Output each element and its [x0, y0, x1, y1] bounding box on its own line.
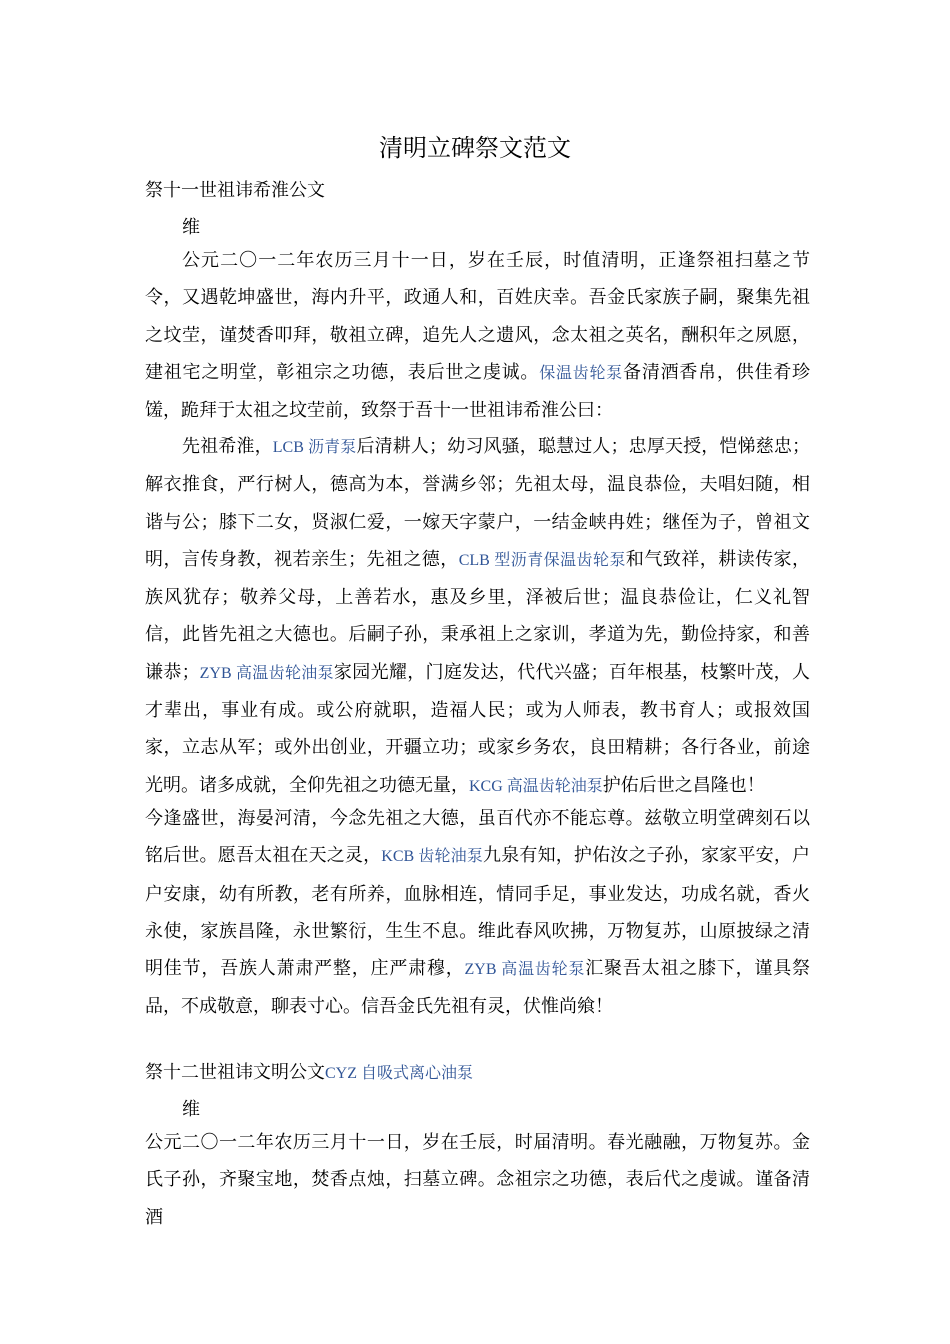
section1-wei: 维 [182, 217, 200, 238]
paragraph-text: 家园光耀，门庭发达，代代兴盛；百年根基，枝繁叶茂，人才辈出，事业有成。或公府就职，造福人民；或为人师表，教书育人；或报效国家，立志从军；或外出创业，开疆立功；或家乡务农，良田精耕；各行各业，前途光明。诸多成就，全仰先祖之功德无量， [145, 661, 810, 796]
paragraph-text: 今逢盛世，海晏河清，今念先祖之大德，虽百代亦不能忘尊。兹敬立明堂碑刻石以铭后世。愿吾太祖在天之灵， [145, 808, 810, 867]
section1-paragraph-1 [145, 242, 810, 429]
section1-paragraph-2 [145, 428, 810, 805]
paragraph-text: 汇聚吾太祖之膝下，谨具祭品，不成敬意，聊表寸心。信吾金氏先祖有灵，伏惟尚飨！ [145, 958, 810, 1018]
section2-heading [145, 1054, 810, 1092]
paragraph-text: 先祖希淮， [182, 436, 273, 457]
section2-paragraph-1: 公元二〇一二年农历三月十一日，岁在壬辰，时届清明。春光融融，万物复苏。金氏子孙，齐聚宝地，焚香点烛，扫墓立碑。念祖宗之功德，表后代之虔诚。谨备清酒 [145, 1132, 810, 1228]
product-link-baowen[interactable]: 保温齿轮泵 [539, 364, 624, 382]
paragraph-text: 备清酒香帛，供佳肴珍馐，跪拜于太祖之坟茔前，致祭于吾十一世祖讳希淮公曰： [145, 361, 811, 422]
paragraph-text: 后清耕人；幼习风骚，聪慧过人；忠厚天授，恺悌慈忠；解衣推食，严行树人，德高为本，誉满乡邻；先祖太母，温良恭俭，夫唱妇随，相谐与公；膝下二女，贤淑仁爱，一嫁天字蒙户，一结金峡冉姓；继侄为子，曾祖文明，言传身教，视若亲生；先祖之德， [145, 436, 811, 570]
section1-heading: 祭十一世祖讳希淮公文 [145, 180, 325, 201]
product-link-zyb-gear[interactable]: ZYB 高温齿轮泵 [464, 961, 586, 979]
product-link-lcb[interactable]: LCB 沥青泵 [272, 439, 357, 456]
product-link-clb[interactable]: CLB 型沥青保温齿轮泵 [458, 551, 626, 569]
product-link-kcg[interactable]: KCG 高温齿轮油泵 [469, 777, 603, 795]
section2-wei: 维 [182, 1099, 200, 1120]
document-title: 清明立碑祭文范文 [379, 134, 571, 162]
product-link-cyz[interactable]: CYZ 自吸式离心油泵 [325, 1065, 474, 1082]
paragraph-text: 护佑后世之昌隆也！ [602, 774, 765, 796]
section2-heading-text: 祭十二世祖讳文明公文 [145, 1062, 325, 1083]
product-link-kcb[interactable]: KCB 齿轮油泵 [381, 848, 484, 866]
product-link-zyb-oil[interactable]: ZYB 高温齿轮油泵 [199, 664, 334, 682]
paragraph-text: 和气致祥，耕读传家，族风犹存；敬养父母，上善若水，惠及乡里，泽被后世；温良恭俭让，仁义礼智信，此皆先祖之大德也。后嗣子孙，秉承祖上之家训，孝道为先，勤俭持家，和善谦恭； [145, 548, 811, 683]
paragraph-text: 公元二〇一二年农历三月十一日，岁在壬辰，时值清明，正逢祭祖扫墓之节令，又遇乾坤盛世，海内升平，政通人和，百姓庆幸。吾金氏家族子嗣，聚集先祖之坟茔，谨焚香叩拜，敬祖立碑，追先人之遗风，念太祖之英名，酬积年之夙愿，建祖宅之明堂，彰祖宗之功德，表后世之虔诚。 [145, 250, 810, 383]
section1-paragraph-3 [145, 800, 810, 1026]
paragraph-text: 九泉有知，护佑汝之子孙，家家平安，户户安康，幼有所教，老有所养，血脉相连，情同手足，事业发达，功成名就，香火永使，家族昌隆，永世繁衍，生生不息。维此春风吹拂，万物复苏，山原披绿之清明佳节，吾族人萧肃严整，庄严肃穆， [145, 845, 811, 980]
